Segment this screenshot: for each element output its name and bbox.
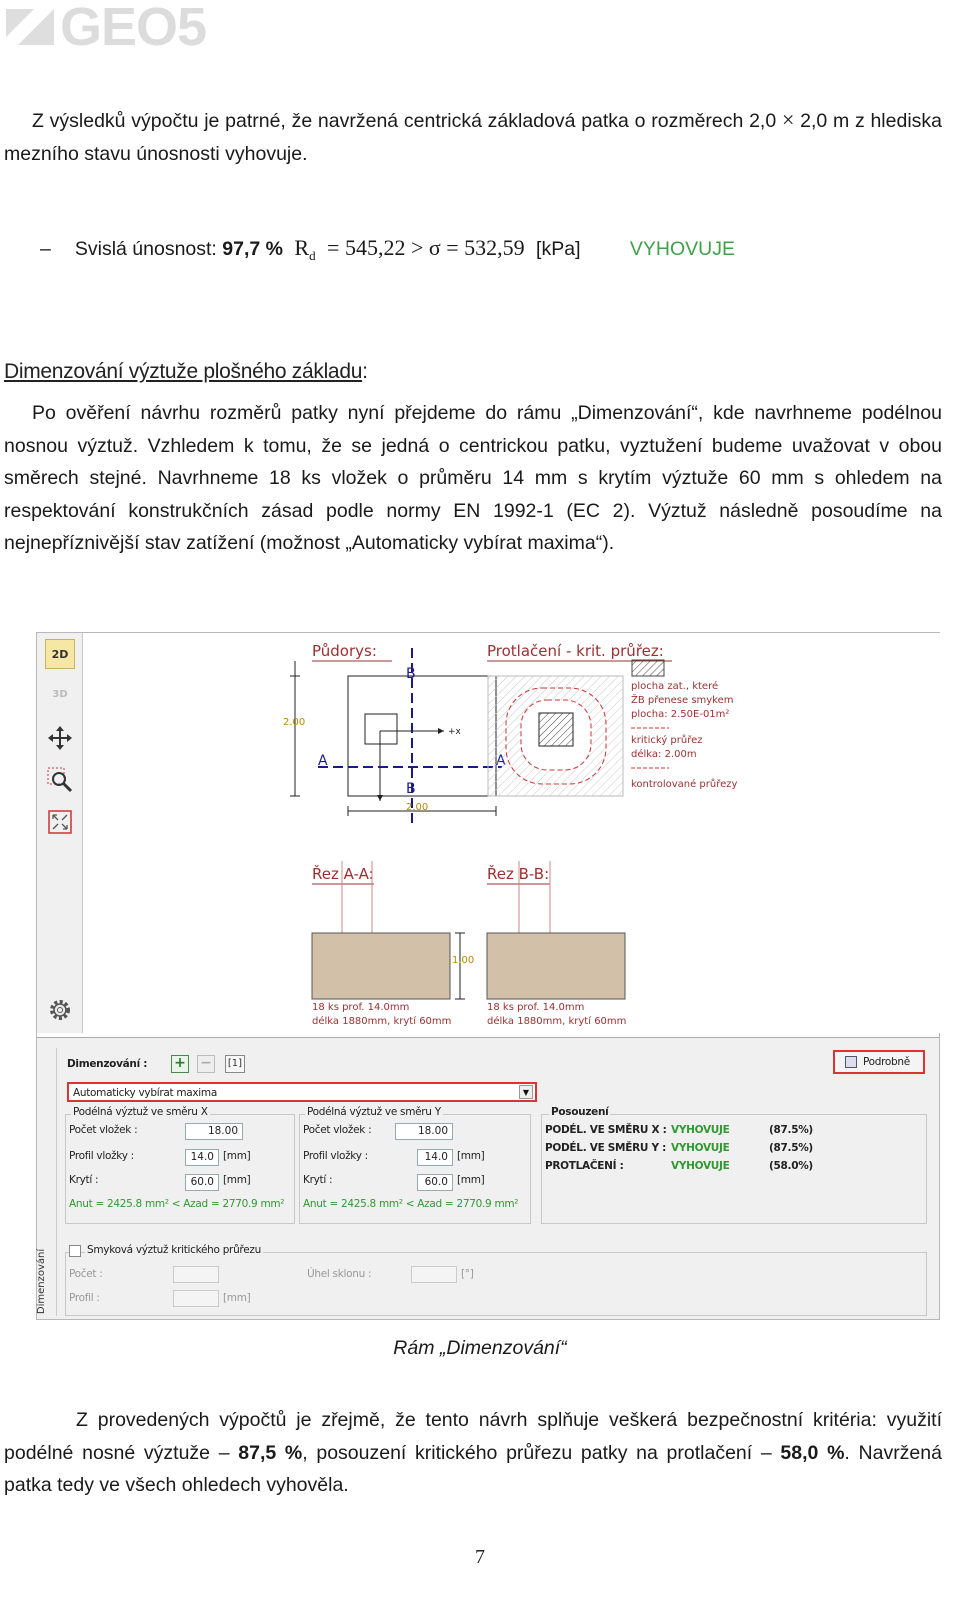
dimenzovani-label: Dimenzování : — [67, 1058, 148, 1070]
protlaceni-title: Protlačení - krit. průřez: — [487, 642, 664, 660]
details-icon — [845, 1056, 857, 1068]
y-count-label: Počet vložek : — [303, 1124, 372, 1136]
result3-percent: (58.0%) — [769, 1160, 813, 1172]
shear-count-input[interactable] — [173, 1266, 219, 1283]
x-area-check: Anut = 2425.8 mm² < Azad = 2770.9 mm² — [69, 1198, 285, 1210]
figure-caption: Rám „Dimenzování“ — [393, 1337, 567, 1359]
x-cover-input[interactable]: 60.0 — [185, 1174, 219, 1191]
result1-status: VYHOVUJE — [671, 1124, 730, 1136]
section-label-b-bottom: B — [406, 781, 416, 797]
design-paragraph: Po ověření návrhu rozměrů patky nyní přejdeme do rámu „Dimenzování“, kde navrhneme podélnou nosnou výztuž. Vzhledem k tomu, že se jedná o centrickou patku, vyztužení budeme uvažovat v obou směrech stejné. Navrhneme 18 ks vložek o průměru 14 mm s krytím výztuže 60 mm s ohledem na respektování konstrukčních zásad podle normy EN 1992-1 (EC 2). Výztuž následně posoudíme na nejnepříznivější stav zatížení (možnost „Automaticky vybírat maxima“). — [4, 402, 942, 554]
section-heading: Dimenzování výztuže plošného základu: — [4, 360, 368, 383]
section-label-a-left: A — [318, 753, 328, 769]
group-y-title: Podélná výztuž ve směru Y — [307, 1106, 441, 1118]
legend2-line1: kritický průřez — [631, 735, 703, 746]
remove-icon[interactable]: − — [197, 1055, 215, 1073]
section-bb-title: Řez B-B: — [487, 865, 550, 883]
result1-label: PODÉL. VE SMĚRU X : — [545, 1124, 667, 1136]
move-icon[interactable] — [45, 723, 75, 753]
pudorys-title: Půdorys: — [312, 642, 377, 660]
rebar-aa-line1: 18 ks prof. 14.0mm — [312, 1002, 410, 1013]
result2-percent: (87.5%) — [769, 1142, 813, 1154]
y-cover-unit: [mm] — [457, 1174, 485, 1186]
podrobne-button[interactable]: Podrobně — [833, 1050, 925, 1074]
y-area-check: Anut = 2425.8 mm² < Azad = 2770.9 mm² — [303, 1198, 519, 1210]
y-cover-input[interactable]: 60.0 — [417, 1174, 453, 1191]
shear-profile-label: Profil : — [69, 1292, 100, 1304]
y-profile-unit: [mm] — [457, 1150, 485, 1162]
panel-vertical-tab[interactable]: Dimenzování — [39, 1048, 57, 1316]
legend1-line2: ŽB přenese smykem — [631, 695, 734, 706]
result3-label: PROTLAČENÍ : — [545, 1160, 624, 1172]
shear-angle-label: Úhel sklonu : — [307, 1268, 372, 1280]
dim-width-label: 2.00 — [283, 717, 306, 728]
shear-count-label: Počet : — [69, 1268, 103, 1280]
result2-label: PODÉL. VE SMĚRU Y : — [545, 1142, 667, 1154]
shear-profile-unit: [mm] — [223, 1292, 251, 1304]
x-count-label: Počet vložek : — [69, 1124, 138, 1136]
result3-status: VYHOVUJE — [671, 1160, 730, 1172]
add-icon[interactable]: + — [171, 1055, 189, 1073]
rebar-bb-line1: 18 ks prof. 14.0mm — [487, 1002, 585, 1013]
legend3-line: kontrolované průřezy — [631, 779, 738, 790]
shear-angle-unit: [°] — [461, 1268, 474, 1280]
x-profile-label: Profil vložky : — [69, 1150, 134, 1162]
y-profile-input[interactable]: 14.0 — [417, 1149, 453, 1166]
drawing-canvas[interactable] — [84, 633, 940, 1033]
shear-profile-input[interactable] — [173, 1290, 219, 1307]
x-cover-unit: [mm] — [223, 1174, 251, 1186]
result2-status: VYHOVUJE — [671, 1142, 730, 1154]
geo5-logo — [4, 0, 207, 57]
rebar-aa-line2: délka 1880mm, krytí 60mm — [312, 1016, 452, 1027]
section-aa-title: Řez A-A: — [312, 865, 374, 883]
x-cover-label: Krytí : — [69, 1174, 99, 1186]
y-cover-label: Krytí : — [303, 1174, 333, 1186]
y-profile-label: Profil vložky : — [303, 1150, 368, 1162]
shear-checkbox[interactable] — [69, 1245, 81, 1257]
results-title: Posouzení — [551, 1106, 609, 1118]
group-x-title: Podélná výztuž ve směru X — [73, 1106, 208, 1118]
dim-length-label: 2.00 — [406, 802, 429, 813]
index-button[interactable]: [1] — [225, 1055, 245, 1073]
bearing-capacity-line: – Svislá únosnost: 97,7 % $R_d = 545,22 > \sigma = 532,59$ [kPa] VYHOVUJE — [40, 235, 736, 263]
max-selection-dropdown[interactable]: Automaticky vybírat maxima ▼ — [67, 1082, 537, 1102]
x-profile-unit: [mm] — [223, 1150, 251, 1162]
settings-gear-icon[interactable] — [45, 995, 75, 1025]
axis-x-label: +x — [448, 727, 461, 737]
conclusion-paragraph: Z provedených výpočtů je zřejmě, že tento návrh splňuje veškerá bezpečnostní kritéria: využití podélné nosné výztuže – 87,5 %, posouzení kritického průřezu patky na protlačení – 58,0 %. Navržená patka tedy ve všech ohledech vyhověla. — [4, 1409, 942, 1496]
legend1-line3: plocha: 2.50E-01m² — [631, 709, 730, 720]
dim-height-label: 1.00 — [452, 955, 475, 966]
dimenzovani-panel — [37, 1037, 939, 1319]
result1-percent: (87.5%) — [769, 1124, 813, 1136]
shear-angle-input[interactable] — [411, 1266, 457, 1283]
x-count-input[interactable]: 18.00 — [185, 1123, 243, 1140]
view-3d-button[interactable]: 3D — [52, 688, 68, 700]
rebar-bb-line2: délka 1880mm, krytí 60mm — [487, 1016, 627, 1027]
zoom-window-icon[interactable] — [45, 765, 75, 795]
view-2d-button[interactable]: 2D — [45, 639, 75, 669]
intro-paragraph: Z výsledků výpočtu je patrné, že navržená centrická základová patka o rozměrech 2,0 × 2,0 m z hlediska mezního stavu únosnosti vyhovuje. — [4, 107, 943, 165]
zoom-extents-icon[interactable] — [45, 807, 75, 837]
x-profile-input[interactable]: 14.0 — [185, 1149, 219, 1166]
section-label-b-top: B — [406, 666, 416, 682]
chevron-down-icon[interactable]: ▼ — [519, 1085, 533, 1099]
page-number: 7 — [475, 1546, 485, 1568]
geo5-screenshot — [36, 632, 940, 1320]
legend2-line2: délka: 2.00m — [631, 749, 697, 760]
view-toolbar — [37, 633, 83, 1033]
shear-checkbox-label: Smyková výztuž kritického průřezu — [87, 1244, 261, 1256]
y-count-input[interactable]: 18.00 — [395, 1123, 453, 1140]
logo-mark-icon — [4, 3, 56, 51]
legend1-line1: plocha zat., které — [631, 681, 719, 692]
logo-text: GEO5 — [60, 0, 207, 57]
